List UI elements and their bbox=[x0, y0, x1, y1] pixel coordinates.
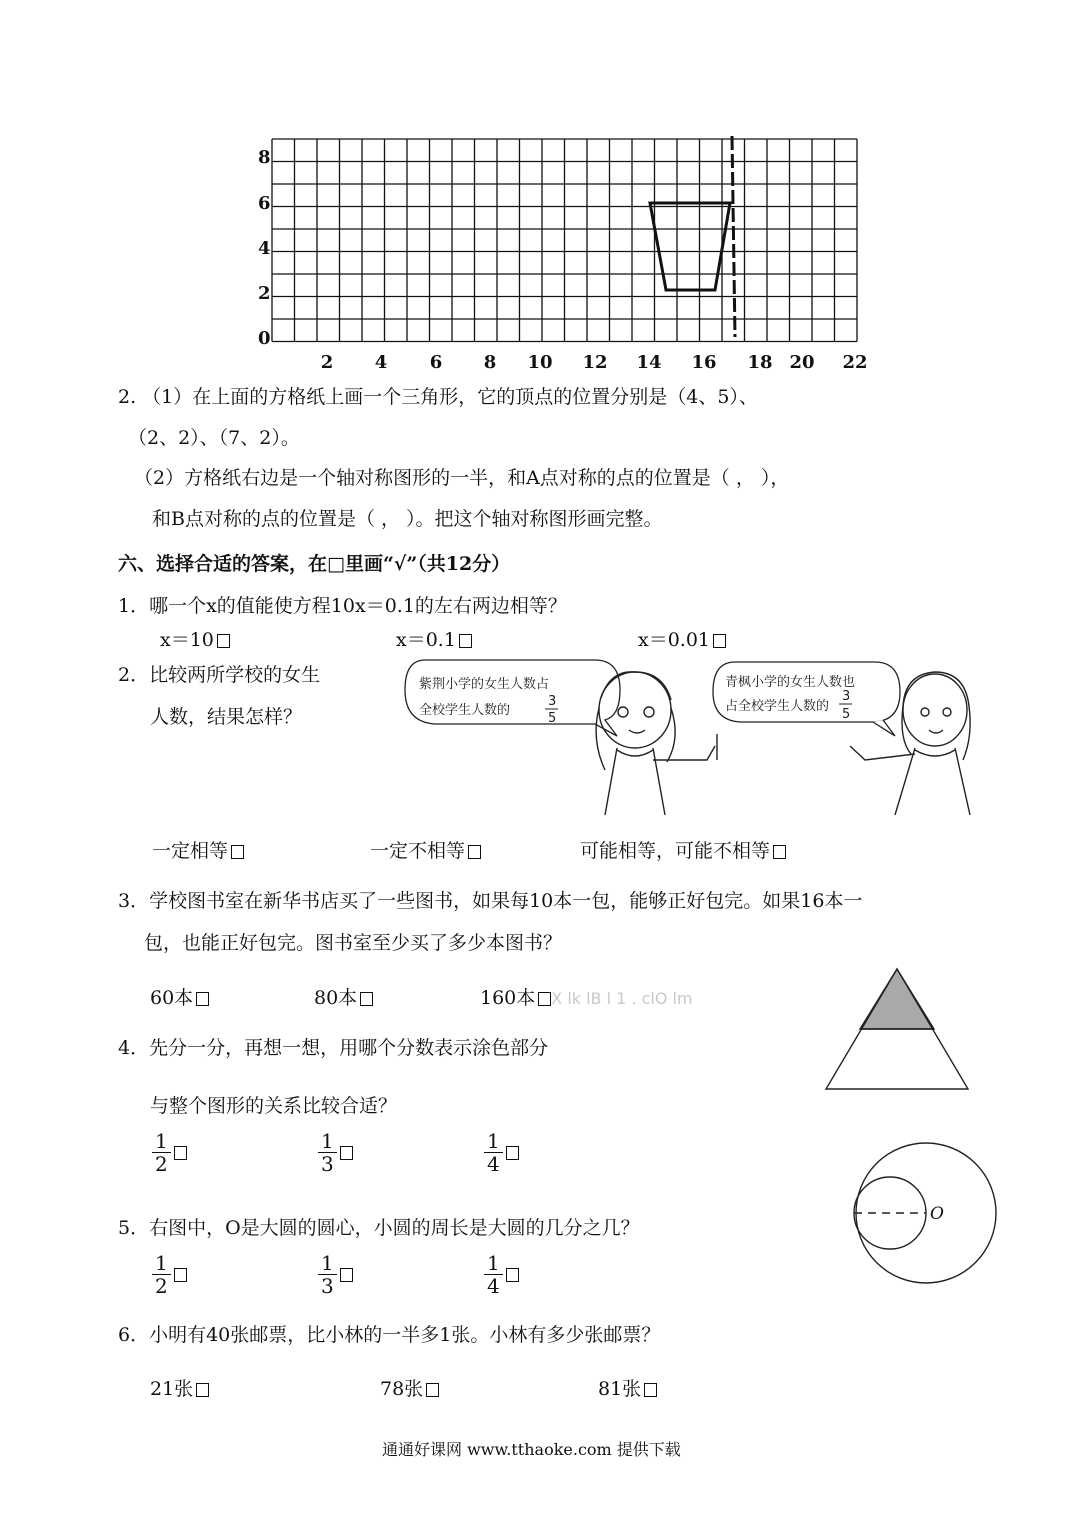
option-label: 80本 bbox=[314, 987, 358, 1009]
x-tick-label: 10 bbox=[527, 352, 553, 373]
checkbox[interactable] bbox=[538, 992, 551, 1006]
watermark: X lk lB l 1 . clO lm bbox=[551, 989, 693, 1008]
q2-line2: （2、2）、（7、2）。 bbox=[128, 427, 300, 449]
checkbox[interactable] bbox=[340, 1146, 353, 1160]
q2-line3: （2）方格纸右边是一个轴对称图形的一半，和A点对称的点的位置是（ ， ）， bbox=[134, 467, 790, 489]
speech-bubble-left bbox=[405, 660, 620, 736]
y-axis-labels bbox=[258, 147, 271, 349]
s6q2-line1: 2．比较两所学校的女生 bbox=[118, 664, 321, 686]
option-label: x＝0.01 bbox=[638, 629, 711, 651]
s6q5-text: 5．右图中，O是大圆的圆心，小圆的周长是大圆的几分之几？ bbox=[118, 1217, 640, 1239]
checkbox[interactable] bbox=[196, 1383, 209, 1397]
fraction: $\frac{1}{4}$ bbox=[484, 1130, 503, 1175]
speech-bubble-right bbox=[713, 662, 900, 736]
s6q1-option-a[interactable] bbox=[160, 625, 230, 652]
fraction: $\frac{1}{3}$ bbox=[318, 1130, 337, 1175]
s6q5-option-b[interactable] bbox=[318, 1252, 353, 1297]
s6q1-text: 1．哪一个x的值能使方程10x＝0.1的左右两边相等？ bbox=[118, 595, 567, 617]
y-tick-label: 4 bbox=[258, 238, 271, 259]
option-label: 160本 bbox=[480, 987, 536, 1009]
fraction: $\frac{1}{4}$ bbox=[484, 1252, 503, 1297]
fraction: $\frac{1}{3}$ bbox=[318, 1252, 337, 1297]
s6q4-line1: 4．先分一分，再想一想，用哪个分数表示涂色部分 bbox=[118, 1037, 549, 1059]
half-trapezoid-shape bbox=[650, 203, 730, 290]
bubble2-line2: 占全校学生人数的 bbox=[725, 699, 830, 714]
s6q3-option-c[interactable] bbox=[480, 983, 693, 1010]
s6q5-option-c[interactable] bbox=[484, 1252, 519, 1297]
grid-lines bbox=[272, 139, 857, 342]
checkbox[interactable] bbox=[174, 1146, 187, 1160]
fraction: $\frac{1}{2}$ bbox=[152, 1130, 171, 1175]
s6q5-option-a[interactable] bbox=[152, 1252, 187, 1297]
q2-line4: 和B点对称的点的位置是（ ， ）。把这个轴对称图形画完整。 bbox=[152, 508, 663, 530]
checkbox[interactable] bbox=[459, 634, 472, 648]
grid-figure bbox=[250, 130, 880, 380]
checkbox[interactable] bbox=[217, 634, 230, 648]
s6q6-option-a[interactable] bbox=[150, 1374, 209, 1401]
checkbox[interactable] bbox=[506, 1146, 519, 1160]
x-tick-label: 8 bbox=[483, 352, 497, 373]
s6q3-line2: 包，也能正好包完。图书室至少买了多少本图书？ bbox=[144, 932, 563, 954]
x-tick-label: 4 bbox=[374, 352, 388, 373]
center-label: O bbox=[930, 1204, 944, 1224]
x-tick-label: 2 bbox=[320, 352, 334, 373]
option-label: 21张 bbox=[150, 1378, 194, 1400]
y-tick-label: 6 bbox=[258, 193, 271, 214]
x-tick-label: 20 bbox=[789, 352, 815, 373]
s6q4-option-a[interactable] bbox=[152, 1130, 187, 1175]
bubble1-frac-num: 3 bbox=[548, 694, 557, 709]
option-label: 78张 bbox=[380, 1378, 424, 1400]
x-axis-labels bbox=[321, 352, 868, 373]
girls-illustration bbox=[395, 650, 975, 815]
x-tick-label: 18 bbox=[747, 352, 773, 373]
bubble1-line2: 全校学生人数的 bbox=[419, 703, 511, 718]
s6q2-option-c[interactable] bbox=[580, 836, 786, 863]
s6q4-line2: 与整个图形的关系比较合适？ bbox=[150, 1095, 398, 1117]
option-label: 一定不相等 bbox=[370, 840, 466, 862]
checkbox[interactable] bbox=[360, 992, 373, 1006]
y-tick-label: 2 bbox=[258, 283, 271, 304]
s6q2-option-b[interactable] bbox=[370, 836, 481, 863]
s6q3-option-b[interactable] bbox=[314, 983, 373, 1010]
checkbox[interactable] bbox=[773, 845, 786, 859]
checkbox[interactable] bbox=[174, 1268, 187, 1282]
q2-line1: 2. （1）在上面的方格纸上画一个三角形，它的顶点的位置分别是（4、5）、 bbox=[118, 386, 758, 408]
s6q6-option-c[interactable] bbox=[598, 1374, 657, 1401]
option-label: x＝10 bbox=[160, 629, 214, 651]
s6q4-option-c[interactable] bbox=[484, 1130, 519, 1175]
s6q2-line2: 人数，结果怎样？ bbox=[150, 706, 303, 728]
x-tick-label: 6 bbox=[429, 352, 443, 373]
bubble2-frac-den: 5 bbox=[842, 707, 851, 722]
s6q6-option-b[interactable] bbox=[380, 1374, 439, 1401]
fraction: $\frac{1}{2}$ bbox=[152, 1252, 171, 1297]
triangle-figure bbox=[822, 965, 972, 1093]
s6q1-option-c[interactable] bbox=[638, 625, 726, 652]
section6-title: 六、选择合适的答案，在□里画“√”（共12分） bbox=[118, 553, 511, 575]
checkbox[interactable] bbox=[426, 1383, 439, 1397]
s6q4-option-b[interactable] bbox=[318, 1130, 353, 1175]
checkbox[interactable] bbox=[231, 845, 244, 859]
checkbox[interactable] bbox=[340, 1268, 353, 1282]
y-tick-label: 8 bbox=[258, 147, 271, 168]
bubble1-line1: 紫荆小学的女生人数占 bbox=[419, 677, 550, 692]
option-label: 81张 bbox=[598, 1378, 642, 1400]
s6q3-option-a[interactable] bbox=[150, 983, 209, 1010]
bubble1-frac-den: 5 bbox=[548, 711, 557, 726]
option-label: x＝0.1 bbox=[396, 629, 456, 651]
option-label: 可能相等，可能不相等 bbox=[580, 840, 771, 862]
page-footer: 通通好课网 www.tthaoke.com 提供下载 bbox=[382, 1440, 681, 1459]
s6q1-option-b[interactable] bbox=[396, 625, 472, 652]
bubble2-line1: 青枫小学的女生人数也 bbox=[725, 675, 856, 690]
s6q6-text: 6．小明有40张邮票，比小林的一半多1张。小林有多少张邮票？ bbox=[118, 1324, 661, 1346]
shaded-top-triangle bbox=[860, 969, 934, 1029]
symmetry-axis bbox=[732, 136, 735, 337]
checkbox[interactable] bbox=[713, 634, 726, 648]
checkbox[interactable] bbox=[196, 992, 209, 1006]
x-tick-label: 16 bbox=[691, 352, 717, 373]
s6q3-line1: 3．学校图书室在新华书店买了一些图书，如果每10本一包，能够正好包完。如果16本一 bbox=[118, 890, 863, 912]
s6q2-option-a[interactable] bbox=[152, 836, 244, 863]
option-label: 一定相等 bbox=[152, 840, 229, 862]
y-tick-label: 0 bbox=[258, 328, 271, 349]
circles-figure bbox=[848, 1140, 1003, 1290]
checkbox[interactable] bbox=[506, 1268, 519, 1282]
checkbox[interactable] bbox=[468, 845, 481, 859]
bubble2-frac-num: 3 bbox=[842, 689, 851, 704]
checkbox[interactable] bbox=[644, 1383, 657, 1397]
option-label: 60本 bbox=[150, 987, 194, 1009]
x-tick-label: 12 bbox=[582, 352, 608, 373]
x-tick-label: 14 bbox=[636, 352, 662, 373]
x-tick-label: 22 bbox=[842, 352, 868, 373]
